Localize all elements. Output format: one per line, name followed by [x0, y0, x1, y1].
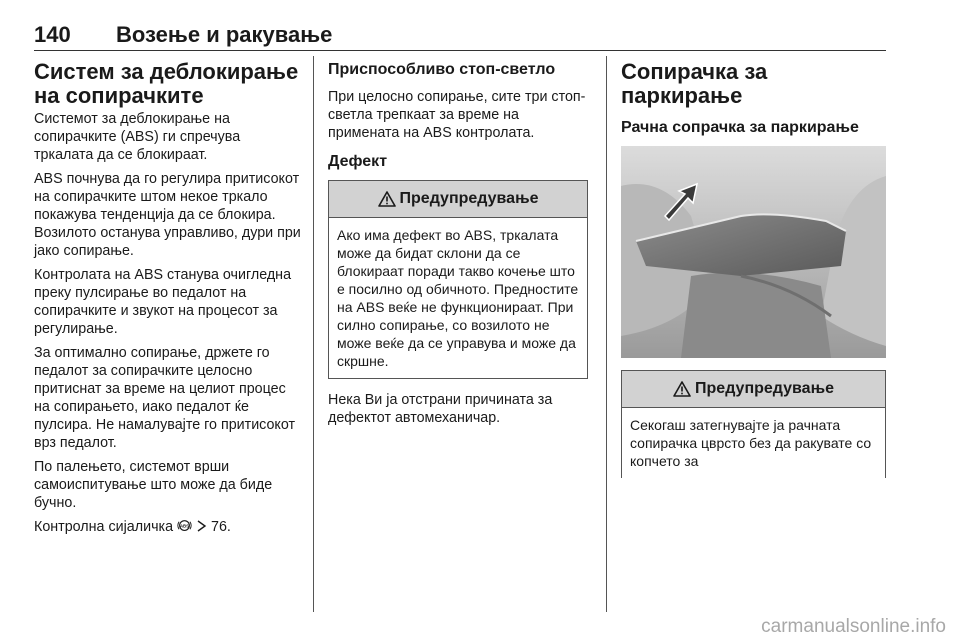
- watermark: carmanualsonline.info: [761, 616, 946, 637]
- column-parking-brake: [621, 60, 886, 478]
- section-title-parking-brake: Сопирачка за паркирање: [621, 59, 768, 108]
- warning-body: [622, 408, 885, 478]
- indicator-page-ref[interactable]: 76.: [211, 519, 231, 535]
- warning-triangle-icon: [673, 381, 691, 397]
- warning-header: [622, 371, 885, 408]
- warning-text: Ако има дефект во ABS, тркалата може да бидат склони да се блокираат поради такво кочење што е посилно од обичното. Предностите на ABS веќе не функционираат. При силно сопирање, со возилото не може веќе да се управува и може да скршне.: [337, 227, 579, 369]
- indicator-reference: [34, 518, 302, 536]
- page-reference-arrow-icon: [196, 520, 207, 532]
- warning-box: [621, 370, 886, 478]
- paragraph: За оптимално сопирање, држете го педалот за сопирачките целосно притиснат за време на целиот процес на сопирањето, иако педалот ќе пулсира. Не намалувајте го притисокот врз педалот.: [34, 345, 296, 451]
- page-number: 140: [34, 22, 71, 47]
- svg-text:ABS: ABS: [179, 523, 190, 529]
- section-title-adaptive-light: Приспособливо стоп-светло: [328, 61, 556, 78]
- warning-triangle-icon: [378, 191, 396, 207]
- subsection-title-handbrake: Рачна сопрачка за паркирање: [621, 119, 859, 136]
- warning-header: [329, 181, 587, 218]
- handbrake-lever-image: [621, 146, 886, 358]
- warning-box: [328, 180, 588, 379]
- paragraph: Нека Ви ја отстрани причината за дефектот автомеханичар.: [328, 392, 553, 426]
- paragraph: ABS почнува да го регулира притисокот на сопирачките штом некое тркало покажува тенденција да се блокира. Возилото останува управливо, дури при јако сопирање.: [34, 171, 301, 259]
- paragraph: Системот за деблокирање на сопирачките (ABS) ги спречува тркалата да се блокираат.: [34, 111, 241, 163]
- warning-text: Секогаш затегнувајте ја рачната сопирачка цврсто без да ракувате со копчето за: [630, 417, 872, 469]
- warning-body: [329, 218, 587, 378]
- page-header: [34, 22, 886, 51]
- running-title: Возење и ракување: [116, 22, 333, 47]
- column-divider: [313, 56, 314, 612]
- column-adaptive-light: [328, 60, 588, 433]
- section-title-fault: Дефект: [328, 153, 388, 170]
- section-title-abs: Систем за деблокирање на сопирачките: [34, 59, 299, 108]
- column-divider: [606, 56, 607, 612]
- warning-title: Предупредување: [399, 190, 539, 207]
- abs-warning-icon: [177, 518, 192, 533]
- paragraph: Контролата на ABS станува очигледна преку пулсирање во педалот на сопирачките и звукот на процесот за регулирање.: [34, 267, 292, 337]
- paragraph: По палењето, системот врши самоиспитување што може да биде бучно.: [34, 459, 273, 511]
- indicator-text: Контролна сијаличка: [34, 519, 174, 535]
- paragraph: При целосно сопирање, сите три стоп-светла трепкаат за време на примената на ABS контролата.: [328, 89, 586, 141]
- column-abs: [34, 60, 302, 542]
- warning-title: Предупредување: [695, 380, 834, 397]
